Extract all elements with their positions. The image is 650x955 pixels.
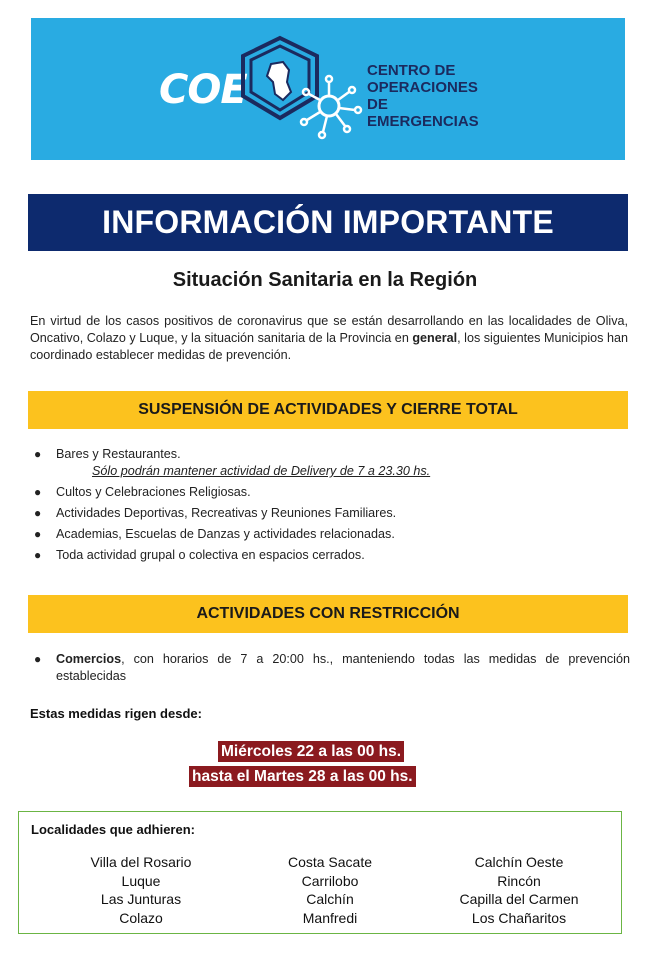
locality: Villa del Rosario xyxy=(90,854,192,870)
page-title: INFORMACIÓN IMPORTANTE xyxy=(28,194,628,251)
bullet-icon: ● xyxy=(34,527,42,541)
locality: Manfredi xyxy=(302,909,358,926)
restriction-list xyxy=(30,651,630,685)
locality: Rincón xyxy=(497,872,541,889)
list-item-label: Actividades Deportivas, Recreativas y Reuniones Familiares. xyxy=(56,506,397,520)
suspension-list xyxy=(30,446,630,564)
intro-paragraph xyxy=(30,313,628,364)
intro-text-1: En virtud de los casos positivos de coronavirus que se están desarrollando en las localidades de Oliva, Oncativo, Colazo y Luque, y la situación sanitaria de la Provincia en xyxy=(30,314,628,345)
intro-text-2: , los siguientes Municipios han coordinado establecer medidas de prevención. xyxy=(30,331,628,362)
logo-text: COE xyxy=(159,67,247,113)
restriction-heading: ACTIVIDADES CON RESTRICCIÓN xyxy=(28,595,628,633)
bullet-icon: ● xyxy=(34,485,42,499)
commerce-label: Comercios xyxy=(56,652,122,666)
localities-column-2 xyxy=(265,853,395,927)
list-item xyxy=(30,505,630,522)
org-name: CENTRO DE OPERACIONES DE EMERGENCIAS xyxy=(367,62,479,130)
bullet-icon: ● xyxy=(34,548,42,562)
subtitle: Situación Sanitaria en la Región xyxy=(172,269,478,291)
locality: Costa Sacate xyxy=(287,854,373,870)
localities-column-1 xyxy=(71,853,211,927)
locality: Calchín Oeste xyxy=(474,854,564,870)
locality: Capilla del Carmen xyxy=(459,891,579,907)
locality: Carrilobo xyxy=(301,872,359,889)
list-item xyxy=(30,526,630,543)
intro-bold: general xyxy=(412,331,458,345)
bullet-icon: ● xyxy=(34,652,42,666)
localities-title: Localidades que adhieren: xyxy=(31,822,195,837)
list-item-label: Cultos y Celebraciones Religiosas. xyxy=(56,485,251,499)
list-item xyxy=(30,547,630,564)
validity-start: Miércoles 22 a las 00 hs. xyxy=(218,741,404,762)
locality: Colazo xyxy=(119,909,163,926)
list-item-label: Academias, Escuelas de Danzas y actividades relacionadas. xyxy=(56,527,395,541)
validity-label: Estas medidas rigen desde: xyxy=(30,706,202,721)
localities-box xyxy=(18,811,622,934)
delivery-note: Sólo podrán mantener actividad de Delivery de 7 a 23.30 hs. xyxy=(92,464,431,478)
list-item xyxy=(30,651,630,685)
header-banner xyxy=(31,18,625,160)
list-item-label: Toda actividad grupal o colectiva en espacios cerrados. xyxy=(56,548,365,562)
locality: Calchín xyxy=(306,891,354,907)
list-item-label: Bares y Restaurantes. xyxy=(56,447,181,461)
suspension-heading: SUSPENSIÓN DE ACTIVIDADES Y CIERRE TOTAL xyxy=(28,391,628,429)
locality: Luque xyxy=(121,872,161,889)
list-item xyxy=(30,446,630,480)
commerce-detail: , con horarios de 7 a 20:00 hs., manteniendo todas las medidas de prevención establecidas xyxy=(56,652,630,683)
coe-logo xyxy=(159,34,499,144)
locality: Los Chañaritos xyxy=(471,909,567,926)
virus-shield-icon xyxy=(237,34,367,144)
list-item xyxy=(30,484,630,501)
validity-end: hasta el Martes 28 a las 00 hs. xyxy=(189,766,416,787)
bullet-icon: ● xyxy=(34,447,42,461)
locality: Las Junturas xyxy=(100,891,182,907)
bullet-icon: ● xyxy=(34,506,42,520)
localities-column-3 xyxy=(444,853,594,927)
